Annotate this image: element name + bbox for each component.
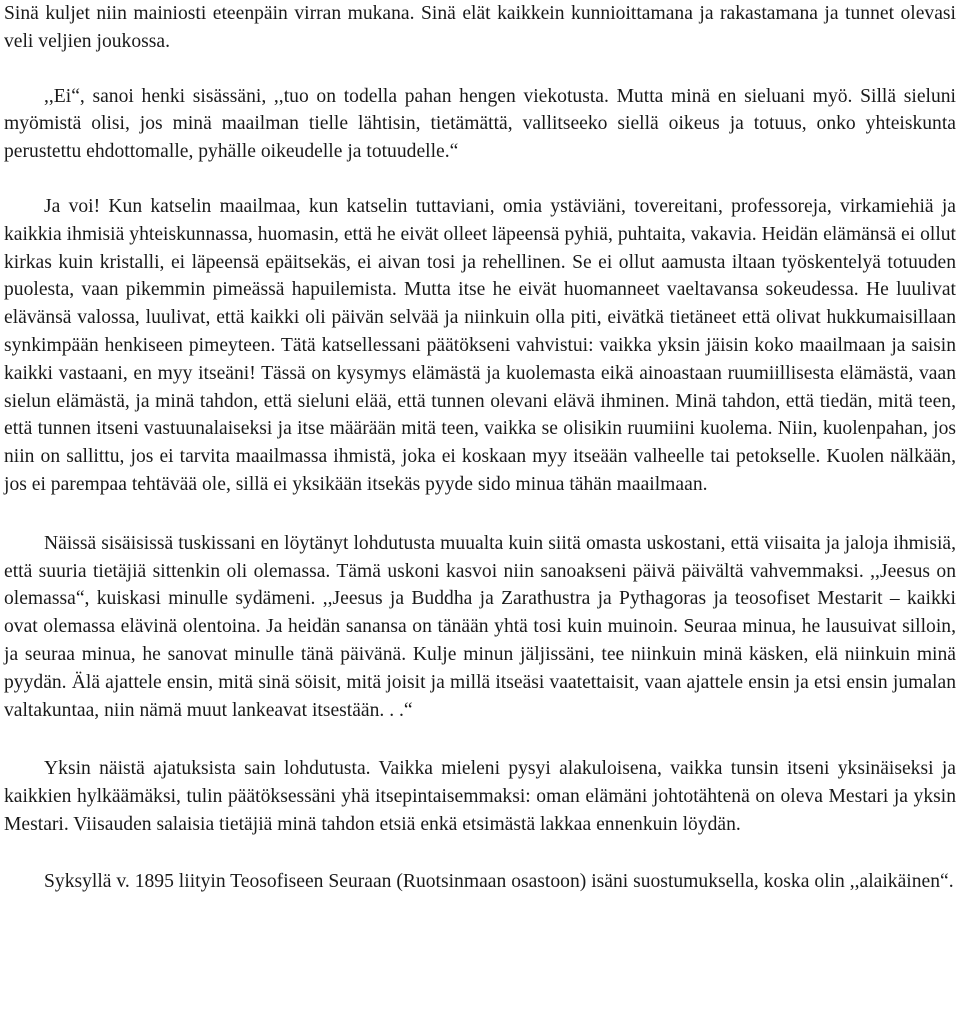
document-page — [4, 0, 956, 896]
paragraph-4: Näissä sisäisissä tuskissani en löytänyt lohdutusta muualta kuin siitä omasta uskostani, että viisaita ja jaloja ihmisiä, että suuria tietäjiä sittenkin oli olemassa. Tämä uskoni kasvoi niin sanoakseni päivä päivältä vahvemmaksi. ,,Jeesus on olemassa“, kuiskasi minulle sydämeni. ,,Jeesus ja Buddha ja Zarathustra ja Pythagoras ja teosofiset Mestarit – kaikki ovat olemassa elävinä olentoina. Ja heidän sanansa on tänään yhtä tosi kuin muinoin. Seuraa minua, he lausuivat silloin, ja seuraa minua, he sanovat minulle tänä päivänä. Kulje minun jäljissäni, tee niinkuin minä käsken, elä niinkuin minä pyydän. Älä ajattele ensin, mitä sinä söisit, mitä joisit ja millä itseäsi vaatettaisit, vaan ajattele ensin ja etsi ensin jumalan valtakuntaa, niin nämä muut lankeavat itsestään. . .“ — [4, 532, 956, 721]
paragraph-6: Syksyllä v. 1895 liityin Teosofiseen Seuraan (Ruotsinmaan osastoon) isäni suostumuksella, koska olin ,,alaikäinen“. — [44, 870, 954, 892]
paragraph-5: Yksin näistä ajatuksista sain lohdutusta. Vaikka mieleni pysyi alakuloisena, vaikka tunsin itseni yksinäiseksi ja kaikkien hylkäämäksi, tulin päätöksessäni yhä itsepintaisemmaksi: oman elämäni johtotähtenä on oleva Mestari ja yksin Mestari. Viisauden salaisia tietäjiä minä tahdon etsiä enkä etsimästä lakkaa ennenkuin löydän. — [4, 758, 956, 835]
paragraph-1: Sinä kuljet niin mainiosti eteenpäin virran mukana. Sinä elät kaikkein kunnioittamana ja rakastamana ja tunnet olevasi veli veljien joukossa. — [4, 3, 956, 52]
paragraph-3: Ja voi! Kun katselin maailmaa, kun katselin tuttaviani, omia ystäviäni, tovereitani, professoreja, virkamiehiä ja kaikkia ihmisiä yhteiskunnassa, huomasin, että he eivät olleet läpeensä pyhiä, puhtaita, vakavia. Heidän elämänsä ei ollut kirkas kuin kristalli, ei läpeensä epäitsekäs, ei aivan tosi ja rehellinen. Se ei ollut aamusta iltaan työskentelyä totuuden puolesta, vaan pikemmin pimeässä hapuilemista. Mutta itse he eivät huomanneet vaeltavansa sokeudessa. He luulivat elävänsä valossa, luulivat, että kaikki oli päivän selvää ja niinkuin olla piti, eivätkä tietäneet että olivat hukkumaisillaan synkimpään henkiseen pimeyteen. Tätä katsellessani päätökseni vahvistui: vaikka yksin jäisin koko maailmaan ja saisin kaikki vastaani, en myy itseäni! Tässä on kysymys elämästä ja kuolemasta eikä ainoastaan ruumiillisesta elämästä, vaan sielun elämästä, ja minä tahdon, että sieluni elää, että tunnen olevani elävä ihminen. Minä tahdon, että tiedän, mitä teen, että tunnen itseni vastuunalaiseksi ja itse määrään mitä teen, vaikka se olisikin ruumiini kuolema. Niin, kuolenpahan, jos niin on sallittu, jos ei tarvita maailmassa ihmistä, joka ei koskaan myy itseään valheelle tai petokselle. Kuolen nälkään, jos ei parempaa tehtävää ole, sillä ei yksikään itsekäs pyyde sido minua tähän maailmaan. — [4, 195, 956, 495]
paragraph-2: ,,Ei“, sanoi henki sisässäni, ,,tuo on todella pahan hengen viekotusta. Mutta minä en sieluani myö. Sillä sieluni myömistä olisi, jos minä maailman tielle lähtisin, tietämättä, vallitseeko siellä oikeus ja totuus, onko yhteiskunta perustettu ehdottomalle, pyhälle oikeudelle ja totuudelle.“ — [4, 85, 956, 163]
